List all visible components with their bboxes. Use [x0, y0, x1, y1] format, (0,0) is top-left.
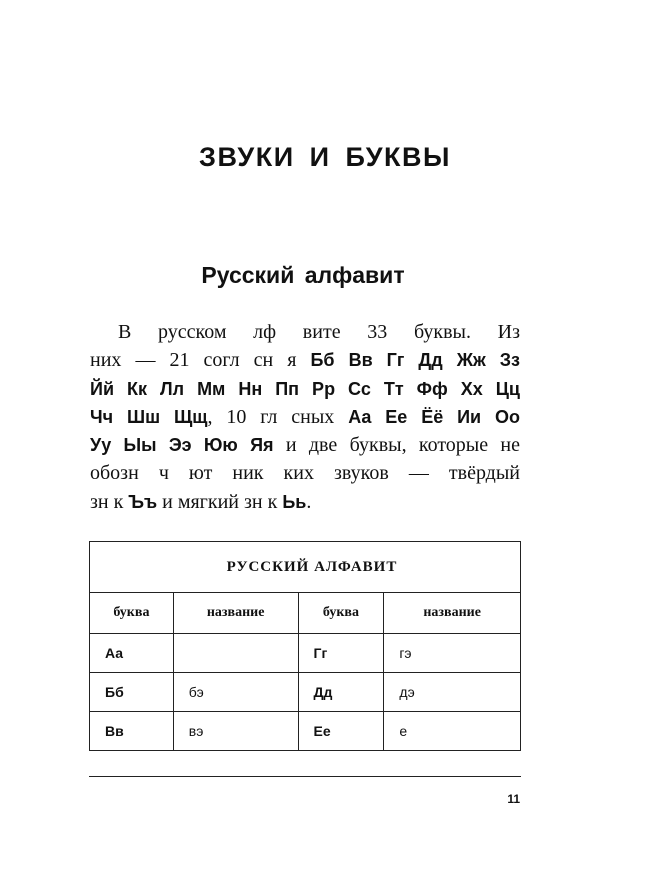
letter-cell: Ее [298, 712, 384, 751]
paragraph-line-2: них — 21 согл сн я Бб Вв Гг Дд Жж Зз [90, 349, 520, 372]
vowel-letters: Аа Ее Ёё Ии Оо [348, 406, 520, 427]
hard-sign: Ъъ [128, 491, 158, 512]
paragraph-line-7: зн к Ъъ и мягкий зн к Ьь. [90, 490, 312, 513]
name-cell [173, 634, 298, 673]
consonant-letters: Бб Вв Гг Дд Жж Зз [310, 350, 520, 371]
page-number: 11 [507, 792, 520, 806]
paragraph-line-1: В русском лф вите 33 буквы. Из [118, 321, 520, 343]
intro-paragraph [90, 318, 520, 516]
paragraph-line-6: обозн ч ют ник ких звуков — твёрдый [90, 462, 520, 485]
letter-cell: Аа [90, 634, 174, 673]
footer-divider [89, 776, 521, 777]
table-row [90, 634, 521, 673]
soft-sign: Ьь [282, 491, 307, 512]
letter-cell: Гг [298, 634, 384, 673]
chapter-title: ЗВУКИ И БУКВЫ [199, 142, 451, 172]
name-cell: е [384, 712, 521, 751]
letter-cell: Дд [298, 673, 384, 712]
table-caption: РУССКИЙ АЛФАВИТ [90, 542, 521, 593]
paragraph-line-3 [90, 375, 520, 403]
header-letter: буква [90, 593, 174, 634]
header-letter: буква [298, 593, 384, 634]
vowel-letters: Уу Ыы Ээ Юю Яя [90, 435, 274, 456]
name-cell: вэ [173, 712, 298, 751]
consonant-letters: Йй Кк Лл Мм Нн Пп Рр Сс Тт Фф Хх Цц [90, 378, 520, 399]
header-name: название [173, 593, 298, 634]
alphabet-table [89, 541, 521, 751]
name-cell: дэ [384, 673, 521, 712]
paragraph-line-5: Уу Ыы Ээ Юю Яя и две буквы, которые не [90, 434, 521, 457]
name-cell: бэ [173, 673, 298, 712]
letter-cell: Бб [90, 673, 174, 712]
table-row [90, 712, 521, 751]
paragraph-line-4: Чч Шш Щщ, 10 гл сных Аа Ее Ёё Ии Оо [90, 405, 520, 428]
letter-cell: Вв [90, 712, 174, 751]
consonant-letters: Чч Шш Щщ [90, 406, 208, 427]
header-name: название [384, 593, 521, 634]
table-header-row [90, 593, 521, 634]
section-title: Русский алфавит [201, 262, 405, 288]
name-cell: гэ [384, 634, 521, 673]
table-row [90, 673, 521, 712]
